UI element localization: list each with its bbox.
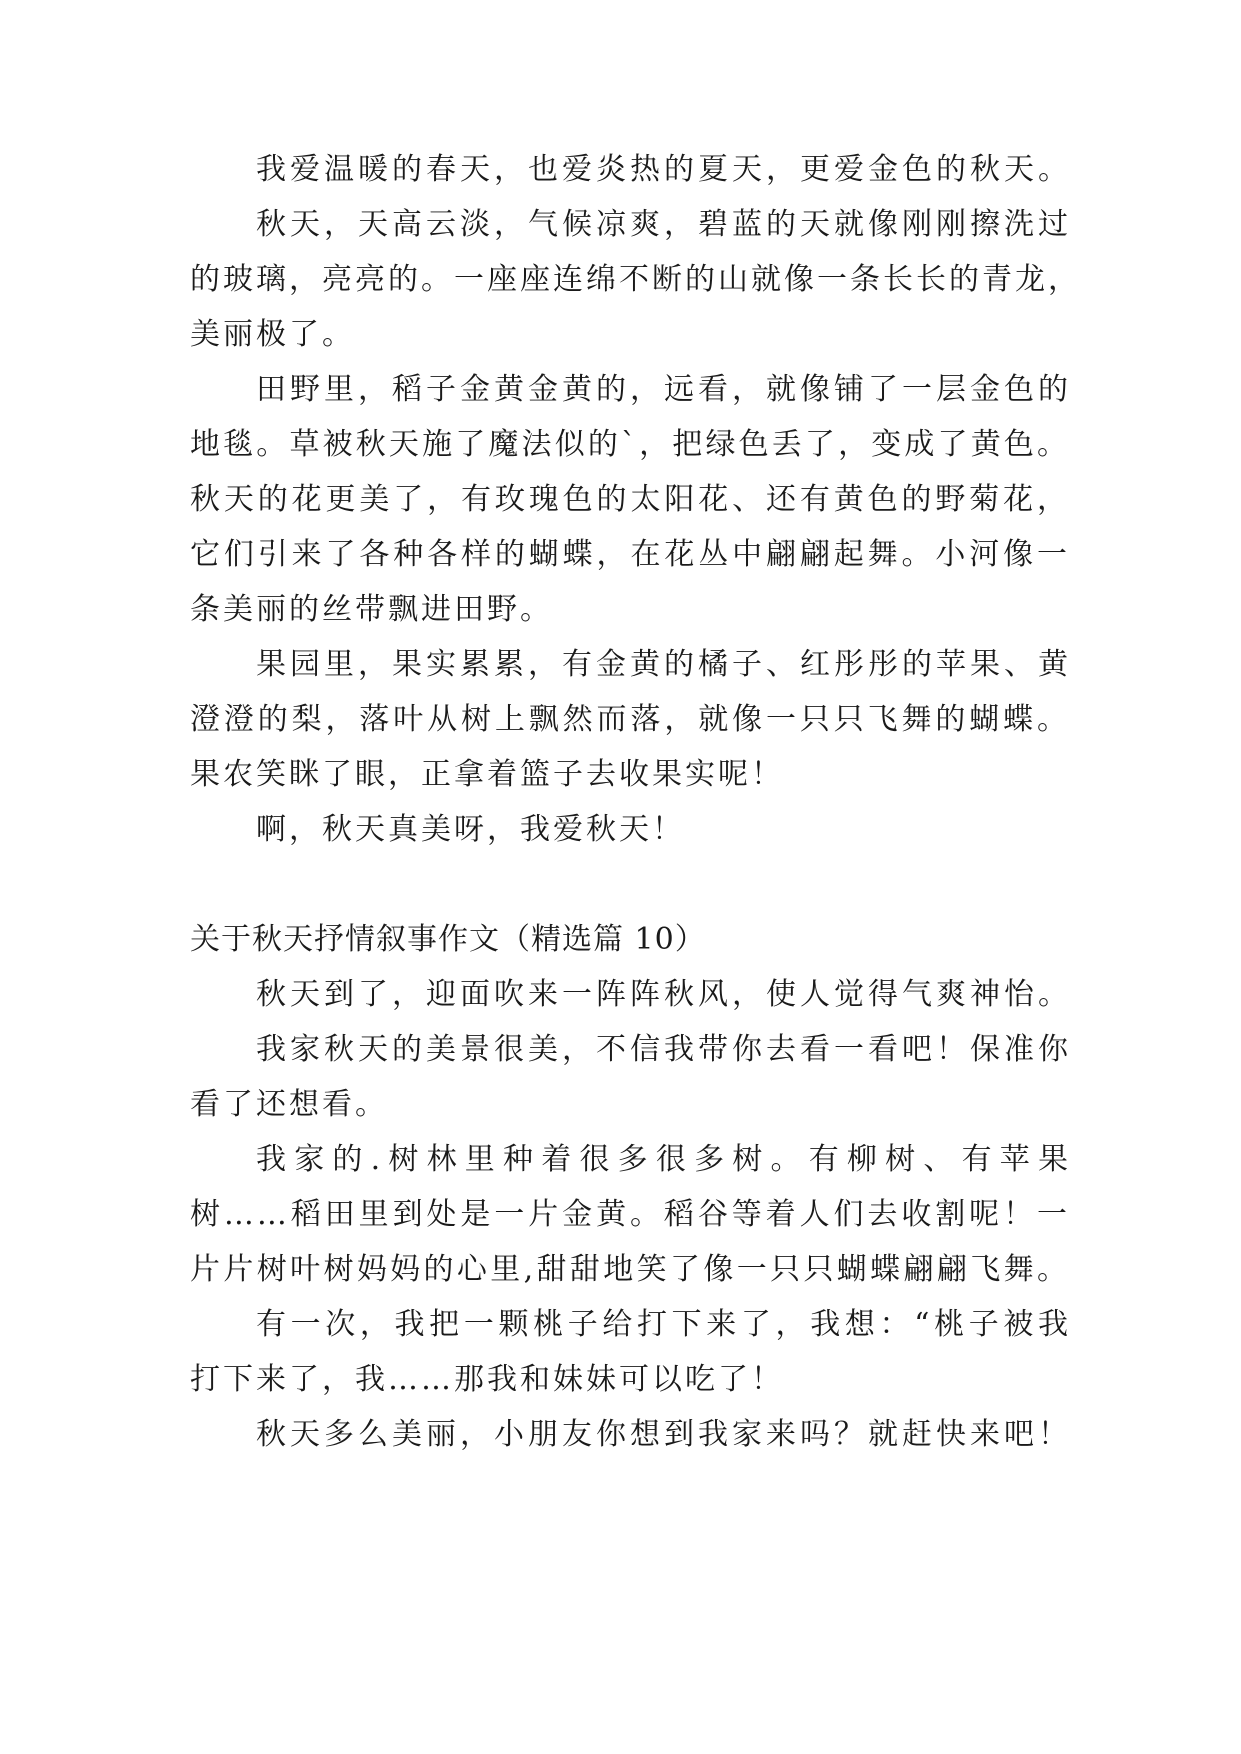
paragraph-line: 有一次，我把一颗桃子给打下来了，我想：“桃子被我 <box>256 1307 1071 1342</box>
paragraph-line: 它们引来了各种各样的蝴蝶，在花丛中翩翩起舞。小河像一 <box>190 537 1070 572</box>
paragraph-line: 我家的.树林里种着很多很多树。有柳树、有苹果 <box>256 1142 1071 1177</box>
paragraph-line: 我爱温暖的春天，也爱炎热的夏天，更爱金色的秋天。 <box>256 152 1071 187</box>
paragraph-line: 啊，秋天真美呀，我爱秋天！ <box>256 812 685 847</box>
paragraph-line: 果农笑眯了眼，正拿着篮子去收果实呢！ <box>190 757 784 792</box>
paragraph-line: 秋天，天高云淡，气候凉爽，碧蓝的天就像刚刚擦洗过 <box>256 207 1071 242</box>
paragraph-line: 美丽极了。 <box>190 317 355 352</box>
paragraph-line: 果园里，果实累累，有金黄的橘子、红彤彤的苹果、黄 <box>256 647 1071 682</box>
paragraph-line: 看了还想看。 <box>190 1087 388 1122</box>
paragraph-line: 秋天多么美丽，小朋友你想到我家来吗？就赶快来吧！ <box>256 1417 1071 1452</box>
paragraph-line: 秋天的花更美了，有玫瑰色的太阳花、还有黄色的野菊花， <box>190 482 1070 517</box>
paragraph-line: 秋天到了，迎面吹来一阵阵秋风，使人觉得气爽神怡。 <box>256 977 1071 1012</box>
paragraph-line: 澄澄的梨，落叶从树上飘然而落，就像一只只飞舞的蝴蝶。 <box>190 702 1070 737</box>
paragraph-line: 条美丽的丝带飘进田野。 <box>190 592 553 627</box>
paragraph-line: 片片树叶树妈妈的心里,甜甜地笑了像一只只蝴蝶翩翩飞舞。 <box>190 1252 1070 1287</box>
paragraph-line: 的玻璃，亮亮的。一座座连绵不断的山就像一条长长的青龙， <box>190 262 1081 297</box>
paragraph-line: 地毯。草被秋天施了魔法似的`，把绿色丢了，变成了黄色。 <box>190 427 1070 462</box>
paragraph-line: 我家秋天的美景很美，不信我带你去看一看吧！保准你 <box>256 1032 1071 1067</box>
paragraph-line: 田野里，稻子金黄金黄的，远看，就像铺了一层金色的 <box>256 372 1071 407</box>
paragraph-line: 树……稻田里到处是一片金黄。稻谷等着人们去收割呢！一 <box>190 1197 1070 1232</box>
section-heading: 关于秋天抒情叙事作文（精选篇 10） <box>190 922 706 957</box>
paragraph-line: 打下来了，我……那我和妹妹可以吃了！ <box>190 1362 784 1397</box>
